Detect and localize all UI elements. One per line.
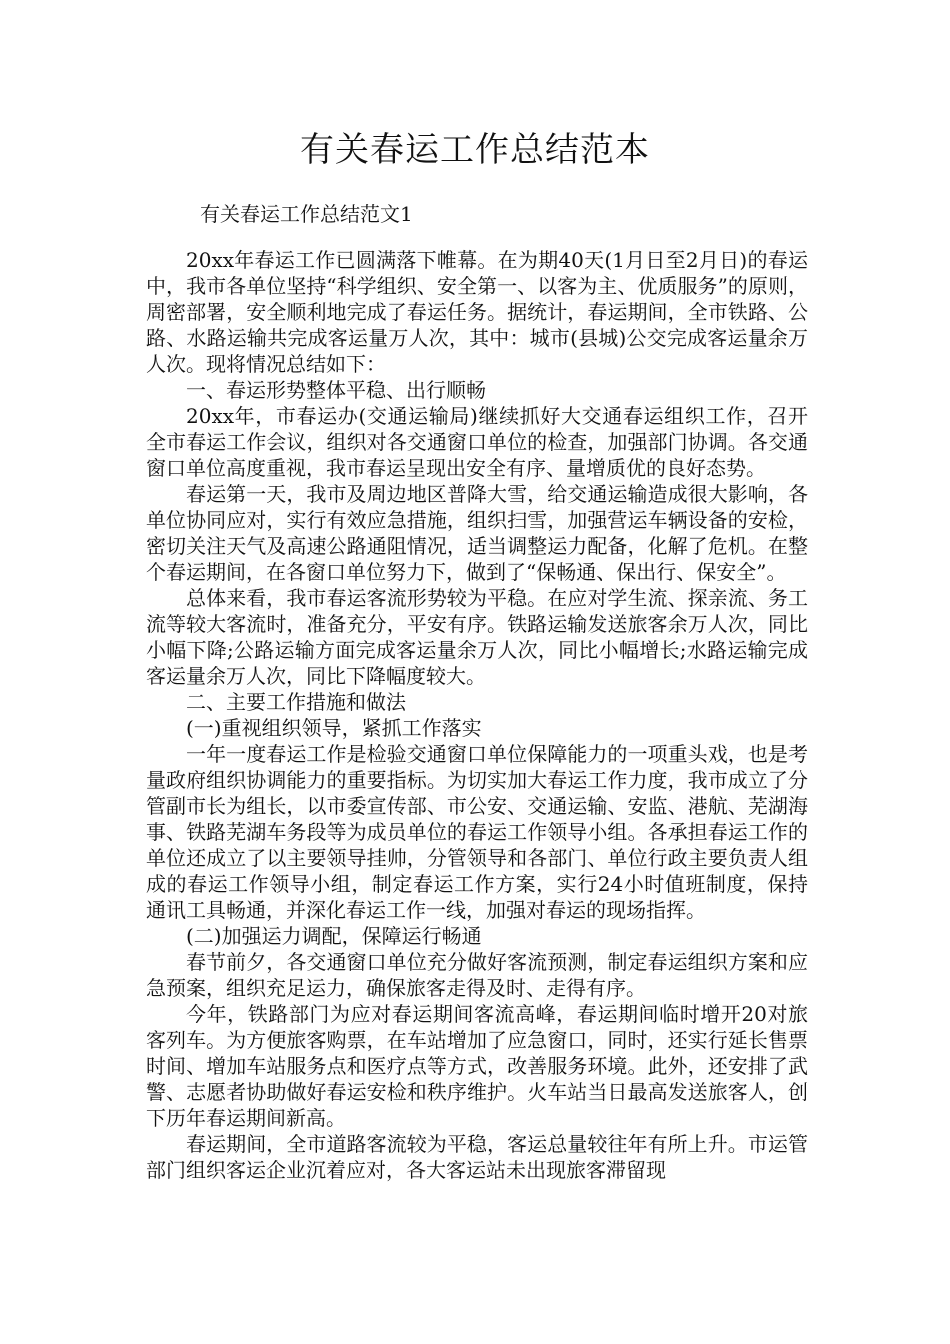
section-heading-1: 一、春运形势整体平稳、出行顺畅 bbox=[186, 378, 486, 402]
document-body bbox=[146, 247, 808, 1183]
paragraph: 一年一度春运工作是检验交通窗口单位保障能力的一项重头戏，也是考量政府组织协调能力的重要指标。为切实加大春运工作力度，我市成立了分管副市长为组长，以市委宣传部、市公安、交通运输、安监、港航、芜湖海事、铁路芜湖车务段等为成员单位的春运工作领导小组。各承担春运工作的单位还成立了以主要领导挂帅，分管领导和各部门、单位行政主要负责人组成的春运工作领导小组，制定春运工作方案，实行24小时值班制度，保持通讯工具畅通，并深化春运工作一线，加强对春运的现场指挥。 bbox=[146, 742, 808, 922]
paragraph: 20xx年，市春运办(交通运输局)继续抓好大交通春运组织工作，召开全市春运工作会议，组织对各交通窗口单位的检查，加强部门协调。各交通窗口单位高度重视，我市春运呈现出安全有序、量增质优的良好态势。 bbox=[146, 404, 808, 480]
paragraph: 总体来看，我市春运客流形势较为平稳。在应对学生流、探亲流、务工流等较大客流时，准备充分，平安有序。铁路运输发送旅客余万人次，同比小幅下降;公路运输方面完成客运量余万人次，同比小幅增长;水路运输完成客运量余万人次，同比下降幅度较大。 bbox=[146, 586, 808, 688]
section-heading-2: 二、主要工作措施和做法 bbox=[186, 690, 406, 714]
document-subtitle: 有关春运工作总结范文1 bbox=[200, 202, 413, 226]
paragraph-intro: 20xx年春运工作已圆满落下帷幕。在为期40天(1月日至2月日)的春运中，我市各单位坚持“科学组织、安全第一、以客为主、优质服务”的原则，周密部署，安全顺利地完成了春运任务。据统计，春运期间，全市铁路、公路、水路运输共完成客运量万人次，其中：城市(县城)公交完成客运量余万人次。现将情况总结如下： bbox=[146, 248, 808, 376]
subsection-heading-1: (一)重视组织领导，紧抓工作落实 bbox=[186, 716, 482, 740]
paragraph: 今年，铁路部门为应对春运期间客流高峰，春运期间临时增开20对旅客列车。为方便旅客购票，在车站增加了应急窗口，同时，还实行延长售票时间、增加车站服务点和医疗点等方式，改善服务环境。此外，还安排了武警、志愿者协助做好春运安检和秩序维护。火车站当日最高发送旅客人，创下历年春运期间新高。 bbox=[146, 1002, 808, 1130]
subsection-heading-2: (二)加强运力调配，保障运行畅通 bbox=[186, 924, 482, 948]
document-title: 有关春运工作总结范本 bbox=[300, 130, 650, 170]
paragraph: 春运期间，全市道路客流较为平稳，客运总量较往年有所上升。市运管部门组织客运企业沉着应对，各大客运站未出现旅客滞留现 bbox=[146, 1132, 808, 1182]
paragraph: 春运第一天，我市及周边地区普降大雪，给交通运输造成很大影响，各单位协同应对，实行有效应急措施，组织扫雪，加强营运车辆设备的安检，密切关注天气及高速公路通阻情况，适当调整运力配备，化解了危机。在整个春运期间，在各窗口单位努力下，做到了“保畅通、保出行、保安全”。 bbox=[146, 482, 808, 584]
paragraph: 春节前夕，各交通窗口单位充分做好客流预测，制定春运组织方案和应急预案，组织充足运力，确保旅客走得及时、走得有序。 bbox=[146, 950, 808, 1000]
